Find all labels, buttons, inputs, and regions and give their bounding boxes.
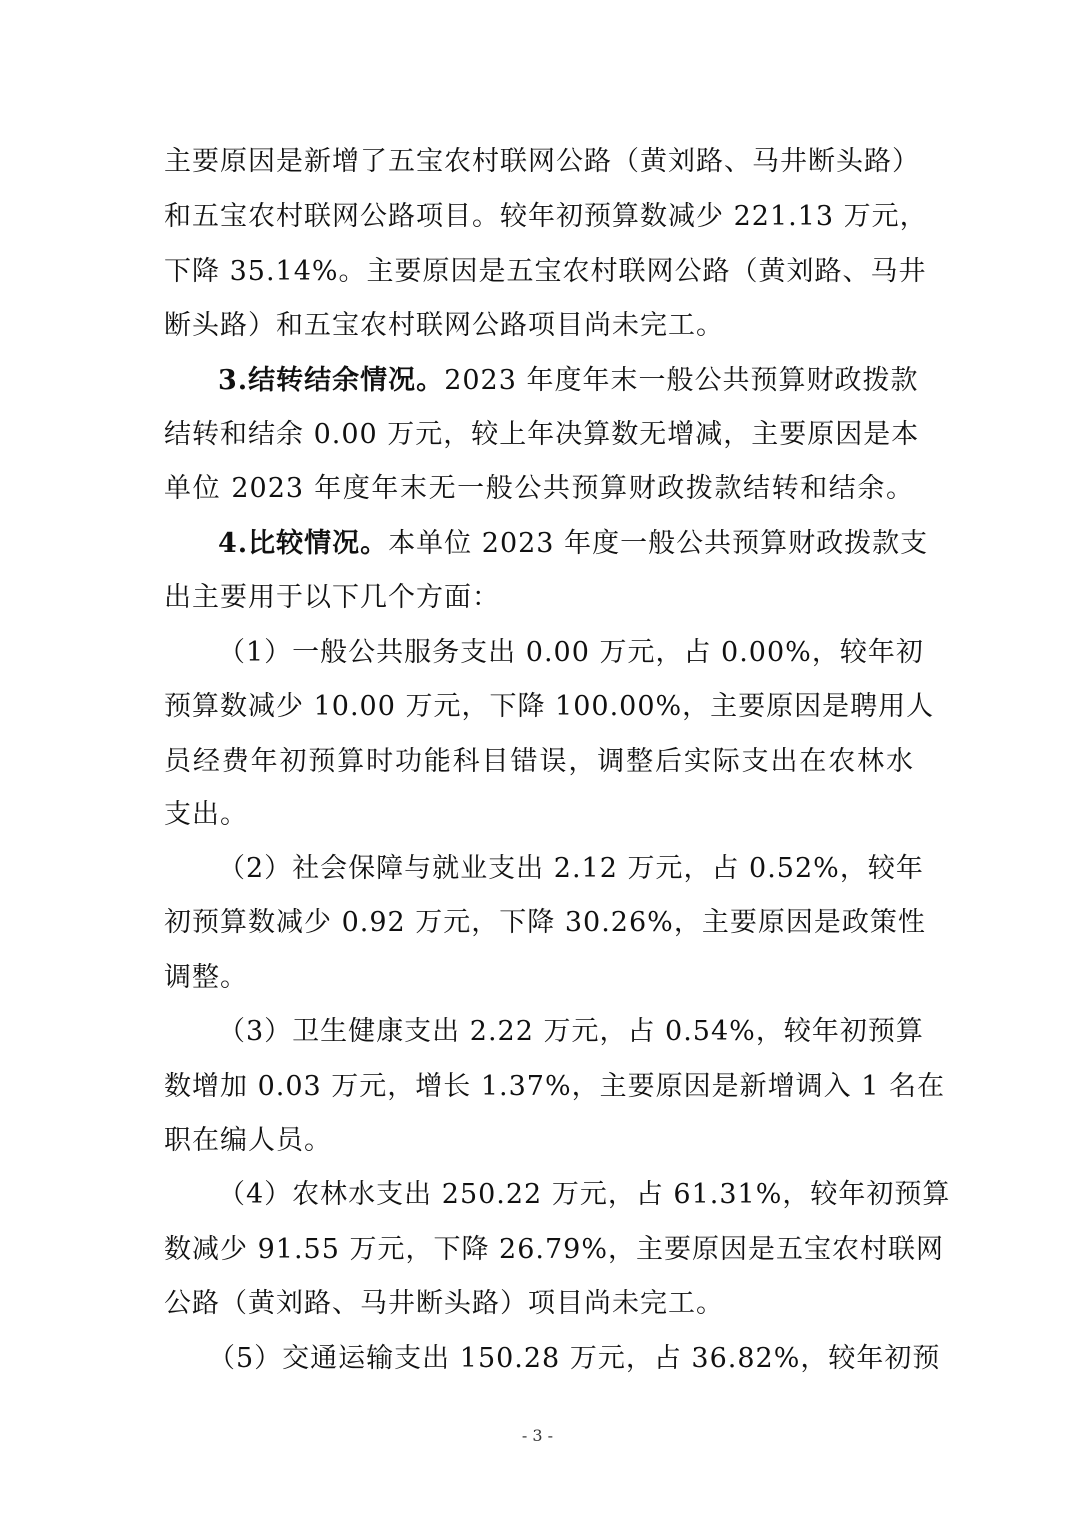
paragraph-line: 断头路）和五宝农村联网公路项目尚未完工。: [164, 310, 724, 341]
paragraph-line: 主要原因是新增了五宝农村联网公路（黄刘路、马井断头路）: [164, 146, 920, 177]
paragraph-line: 预算数减少 10.00 万元，下降 100.00%，主要原因是聘用人: [164, 691, 935, 722]
paragraph-line: （5）交通运输支出 150.28 万元，占 36.82%，较年初预: [208, 1343, 941, 1374]
paragraph-text: 2023 年度年末一般公共预算财政拨款: [444, 365, 919, 396]
paragraph-line: 调整。: [164, 962, 248, 993]
paragraph-line: （4）农林水支出 250.22 万元，占 61.31%，较年初预算: [218, 1179, 951, 1210]
paragraph-line: 数减少 91.55 万元，下降 26.79%，主要原因是五宝农村联网: [164, 1234, 944, 1265]
paragraph-line: 职在编人员。: [164, 1125, 332, 1156]
paragraph-line: 和五宝农村联网公路项目。较年初预算数减少 221.13 万元，: [164, 201, 928, 232]
paragraph-line: 下降 35.14%。主要原因是五宝农村联网公路（黄刘路、马井: [164, 256, 927, 287]
paragraph-line: 出主要用于以下几个方面：: [164, 582, 500, 613]
paragraph-line: [218, 361, 919, 401]
paragraph-line: （3）卫生健康支出 2.22 万元，占 0.54%，较年初预算: [218, 1016, 924, 1047]
paragraph-line: 员经费年初预算时功能科目错误，调整后实际支出在农林水: [164, 746, 914, 777]
section-heading: 3.结转结余情况。: [218, 365, 445, 396]
paragraph-line: 数增加 0.03 万元，增长 1.37%，主要原因是新增调入 1 名在: [164, 1071, 945, 1102]
paragraph-line: 单位 2023 年度年末无一般公共预算财政拨款结转和结余。: [164, 473, 914, 504]
page-number: - 3 -: [521, 1426, 554, 1445]
paragraph-line: 支出。: [164, 799, 248, 830]
paragraph-text: 本单位 2023 年度一般公共预算财政拨款支: [388, 528, 929, 559]
paragraph-line: （1）一般公共服务支出 0.00 万元，占 0.00%，较年初: [218, 637, 924, 668]
paragraph-line: [218, 524, 929, 564]
paragraph-line: 公路（黄刘路、马井断头路）项目尚未完工。: [164, 1288, 724, 1319]
paragraph-line: （2）社会保障与就业支出 2.12 万元，占 0.52%，较年: [218, 853, 924, 884]
section-heading: 4.比较情况。: [218, 528, 389, 559]
paragraph-line: 结转和结余 0.00 万元，较上年决算数无增减，主要原因是本: [164, 419, 920, 450]
paragraph-line: 初预算数减少 0.92 万元，下降 30.26%，主要原因是政策性: [164, 907, 926, 938]
